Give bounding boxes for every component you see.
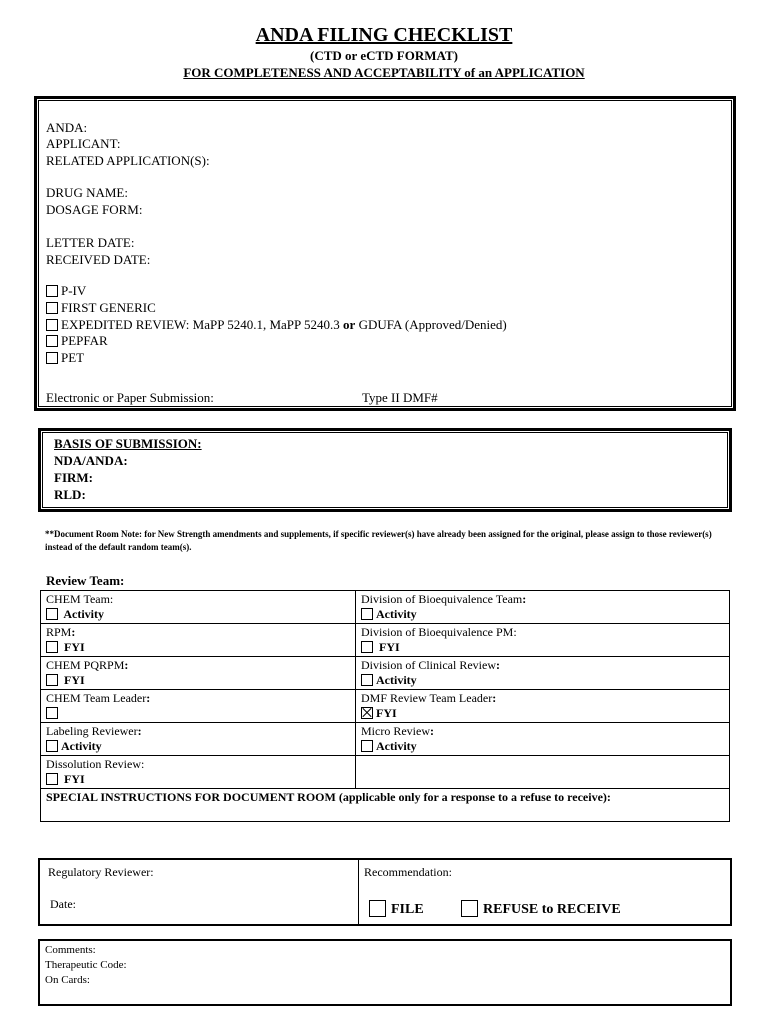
clinical-review-activity-checkbox[interactable]	[361, 674, 373, 686]
pepfar-checkbox[interactable]	[46, 335, 58, 347]
document-room-note: **Document Room Note: for New Strength amendments and supplements, if specific reviewer(s) have already been assigned for the original, please assign to those reviewer(s) instead of the default random team(s).	[45, 529, 712, 552]
rld-label: RLD:	[54, 487, 86, 502]
clinical-review-cell: Division of Clinical Review: Activity	[356, 657, 730, 690]
comments-label: Comments:	[45, 944, 96, 956]
received-date-label: RECEIVED DATE:	[46, 252, 151, 267]
expedited-review-option[interactable]: EXPEDITED REVIEW: MaPP 5240.1, MaPP 5240.3 or GDUFA (Approved/Denied)	[46, 317, 507, 333]
review-team-label: Review Team:	[46, 573, 125, 588]
micro-review-cell: Micro Review: Activity	[356, 723, 730, 756]
refuse-option[interactable]: REFUSE to RECEIVE	[461, 900, 621, 918]
comments-box	[38, 939, 732, 1006]
table-row	[41, 624, 730, 657]
rpm-cell: RPM: FYI	[41, 624, 356, 657]
chem-team-activity-checkbox[interactable]	[46, 608, 58, 620]
chem-team-leader-cell: CHEM Team Leader:	[41, 690, 356, 723]
table-row	[41, 591, 730, 624]
reviewer-signoff-box	[38, 858, 732, 926]
bioequivalence-team-activity-checkbox[interactable]	[361, 608, 373, 620]
labeling-reviewer-cell: Labeling Reviewer: Activity	[41, 723, 356, 756]
chem-team-leader-checkbox[interactable]	[46, 707, 58, 719]
file-checkbox[interactable]	[369, 900, 386, 917]
drug-name-label: DRUG NAME:	[46, 185, 128, 200]
dmf-team-leader-cell: DMF Review Team Leader: FYI	[356, 690, 730, 723]
review-team-table	[40, 590, 730, 822]
chem-team-cell: CHEM Team: Activity	[41, 591, 356, 624]
expedited-review-checkbox[interactable]	[46, 319, 58, 331]
page-subtitle: (CTD or eCTD FORMAT)	[310, 48, 458, 63]
empty-cell	[356, 756, 730, 789]
dmf-team-leader-fyi-checkbox-checked[interactable]	[361, 707, 373, 719]
pepfar-option[interactable]: PEPFAR	[46, 333, 108, 349]
table-row	[41, 756, 730, 789]
table-row	[41, 657, 730, 690]
on-cards-label: On Cards:	[45, 974, 90, 986]
dmf-label: Type II DMF#	[362, 390, 438, 405]
firm-label: FIRM:	[54, 470, 93, 485]
chem-pqrpm-fyi-checkbox[interactable]	[46, 674, 58, 686]
piv-checkbox[interactable]	[46, 285, 58, 297]
first-generic-option[interactable]: FIRST GENERIC	[46, 300, 156, 316]
anda-label: ANDA:	[46, 120, 88, 135]
bioequivalence-pm-fyi-checkbox[interactable]	[361, 641, 373, 653]
refuse-checkbox[interactable]	[461, 900, 478, 917]
page-title: ANDA FILING CHECKLIST	[255, 24, 513, 46]
related-applications-label: RELATED APPLICATION(S):	[46, 153, 210, 168]
table-row	[41, 690, 730, 723]
piv-option[interactable]: P-IV	[46, 283, 86, 299]
date-label: Date:	[50, 897, 76, 911]
special-instructions-cell: SPECIAL INSTRUCTIONS FOR DOCUMENT ROOM (applicable only for a response to a refuse to receive):	[41, 789, 730, 822]
submission-type-label: Electronic or Paper Submission:	[46, 390, 214, 405]
therapeutic-code-label: Therapeutic Code:	[45, 959, 127, 971]
labeling-reviewer-activity-checkbox[interactable]	[46, 740, 58, 752]
table-row	[41, 789, 730, 822]
letter-date-label: LETTER DATE:	[46, 235, 135, 250]
dissolution-review-cell: Dissolution Review: FYI	[41, 756, 356, 789]
application-info-box	[34, 96, 736, 411]
column-divider	[358, 860, 359, 924]
applicant-label: APPLICANT:	[46, 136, 121, 151]
first-generic-checkbox[interactable]	[46, 302, 58, 314]
nda-anda-label: NDA/ANDA:	[54, 453, 128, 468]
pet-checkbox[interactable]	[46, 352, 58, 364]
basis-of-submission-box	[38, 428, 732, 512]
micro-review-activity-checkbox[interactable]	[361, 740, 373, 752]
recommendation-label: Recommendation:	[364, 865, 452, 879]
page-subtitle-2: FOR COMPLETENESS AND ACCEPTABILITY of an APPLICATION	[183, 65, 585, 80]
pet-option[interactable]: PET	[46, 350, 84, 366]
table-row	[41, 723, 730, 756]
basis-heading: BASIS OF SUBMISSION:	[54, 436, 202, 451]
regulatory-reviewer-label: Regulatory Reviewer:	[48, 865, 154, 879]
chem-pqrpm-cell: CHEM PQRPM: FYI	[41, 657, 356, 690]
rpm-fyi-checkbox[interactable]	[46, 641, 58, 653]
bioequivalence-pm-cell: Division of Bioequivalence PM: FYI	[356, 624, 730, 657]
file-option[interactable]: FILE	[369, 900, 424, 918]
dosage-form-label: DOSAGE FORM:	[46, 202, 143, 217]
bioequivalence-team-cell: Division of Bioequivalence Team: Activity	[356, 591, 730, 624]
dissolution-review-fyi-checkbox[interactable]	[46, 773, 58, 785]
